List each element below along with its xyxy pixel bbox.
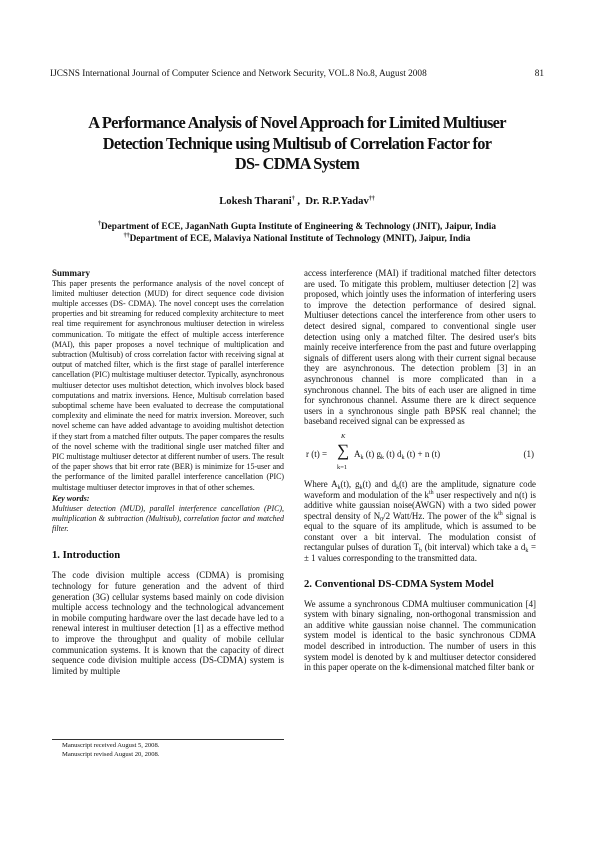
title-line-2: Detection Technique using Multisub of Correlation Factor for [102, 133, 492, 153]
paper-title [50, 113, 544, 175]
eq-term-a-sub: k [360, 454, 364, 461]
p2-sup6: th [498, 510, 503, 517]
affiliation-1-text: Department of ECE, JaganNath Gupta Institute of Engineering & Technology (JNIT), Jaipur, India [100, 222, 497, 232]
footnote-divider [52, 739, 284, 740]
sum-symbol: ∑ [337, 440, 350, 460]
page-number: 81 [534, 69, 544, 79]
equation-number: (1) [523, 448, 534, 459]
eq-term-d-sub: k [401, 454, 405, 461]
eq-tail: + n (t) [417, 448, 441, 459]
left-column [52, 268, 284, 676]
p2-seg4: (t) are the amplitude, signature code waveform and modulation of the k [304, 478, 536, 500]
p2-sub3: k [396, 484, 400, 491]
right-paragraph-2 [304, 479, 536, 564]
p2-seg3: (t) and d [362, 478, 397, 489]
right-paragraph-1: access interference (MAI) if traditional matched filter detectors are used. To mitigate this problem, multiuser detection [2] was proposed, which jointly uses the information of interfering users to improve the detection performance of desired signal. Multiuser detections cancel the interference from other users to detect desired signal, compared to conventional single user detection using only a matched filter. The desired user's bits mainly receive interference from the past and future overlapping signals of different users along with their current signal because they are asynchronous. The detection problem [3] in an asynchronous channel is more complicated than in a synchronous channel. The bits of each user are aligned in time for synchronous channel. Assume there are k direct sequence users in a synchronous single path BPSK real channel; the baseband received signal can be expressed as [304, 268, 536, 427]
p2-sub8: k [525, 548, 529, 555]
affiliation-2-mark: †† [123, 233, 130, 239]
author-1-mark: † [291, 196, 295, 202]
author-2-mark: †† [368, 196, 375, 202]
p2-sub5: 0 [380, 516, 384, 523]
section-2-text: We assume a synchronous CDMA multiuser communication [4] system with binary signaling, non-orthogonal transmission and an additive white gaussian noise channel. The communication system model is identical to the basic synchronous CDMA model described in introduction. The number of users in this system model is denoted by k and multiuser detector considered in this paper operate on the k-dimensional matched filter bank or [304, 598, 536, 673]
p2-sub2: k [359, 484, 363, 491]
affiliation-1 [50, 222, 544, 232]
eq-term-a-arg: (t) [365, 448, 375, 459]
eq-term-g: g [376, 448, 381, 459]
p2-seg8: (bit interval) which take a d [422, 542, 526, 553]
summary-text: This paper presents the performance analysis of the novel concept of limited multiuser detection (MUD) for direct sequence code division multiple accesses (DS- CDMA). The novel concept uses the correlation properties and bit streaming for reduced complexity architecture to meet real time requirement for asynchronous multiuser detection in wireless communication. To mitigate the effect of multiple access interference (MAI), this paper proposes a novel technique of multiplication and subtraction (Multisub) of cross correlation factor with receiving signal at output of matched filter, which is the first stage of parallel interference cancellation (PIC) multistage multiuser detector. Typically, asynchronous multiuser detector uses multishot detection, which involves block based computations and matrix inversions. Hence, Multisub correlation based suboptimal scheme have been evaluated to decrease the computational complexity and eliminate the need for matrix inversion. Moreover, such novel scheme can have added advantage to avoiding multishot detection if they start from a matched filter outputs. The paper compares the results of the novel scheme with the traditional single user matched filter and PIC multistage multiuser detector at different number of users. The result of the paper shows that bit error rate (BER) is minimize for 15-user and the performance of the limited parallel interference cancellation (PIC) multistage multiuser detector improves in that of other schemes. [52, 278, 284, 492]
eq-terms [354, 449, 440, 459]
p2-seg5: user respectively and n(t) is additive white gaussian noise(AWGN) with a two sided power spectral density of N [304, 489, 536, 521]
intro-heading: 1. Introduction [52, 550, 121, 562]
summary-heading: Summary [52, 268, 90, 278]
footnote-received: Manuscript received August 5, 2008. [62, 742, 160, 749]
author-2: Dr. R.P.Yadav [305, 196, 369, 207]
eq-term-a: A [354, 448, 361, 459]
author-1: Lokesh Tharani [219, 196, 292, 207]
keywords-heading: Key words: [52, 493, 90, 503]
p2-seg7: signal is equal to the square of its amplitude, which is assumed to be constant over a bit interval. The modulation consist of rectangular pulses of duration T [304, 510, 536, 553]
affiliation-2 [50, 234, 544, 244]
section-2-heading: 2. Conventional DS-CDMA System Model [304, 578, 494, 590]
title-line-1: A Performance Analysis of Novel Approach for Limited Multiuser [88, 113, 506, 132]
eq-term-g-sub: k [381, 454, 384, 461]
title-line-3: DS- CDMA System [234, 154, 360, 173]
equation-1 [304, 433, 536, 475]
eq-term-d-arg: (t) [406, 448, 416, 459]
eq-lhs: r (t) = [306, 448, 328, 459]
affiliation-2-text: Department of ECE, Malaviya National Institute of Technology (MNIT), Jaipur, India [129, 234, 471, 244]
p2-sub1: k [337, 484, 341, 491]
p2-seg9: = ± 1 values corresponding to the transmitted data. [304, 542, 536, 564]
eq-sum-top: K [341, 432, 346, 440]
p2-sub7: b [419, 548, 423, 555]
right-column [304, 268, 536, 673]
affiliation-1-mark: † [97, 221, 101, 227]
intro-text: The code division multiple access (CDMA) is promising technology for future generation and the advent of third generation (3G) cellular systems based mainly on code division multiple access technology and the technological advancement in mobile computing hardware over the last decade have led to a renewal interest in multiuser detection [1] as a effective method to improve the throughput and quality of mobile cellular communication systems. It is known that the capacity of direct sequence code division multiple access (DS-CDMA) system is limited by multiple [52, 570, 284, 676]
p2-seg6: /2 Watt/Hz. The power of the k [383, 510, 499, 521]
eq-term-d: d [397, 448, 402, 459]
author-line [50, 196, 544, 207]
p2-sup4: th [429, 489, 434, 496]
eq-sum-bottom: k=1 [337, 463, 348, 471]
footnote-revised: Manuscript revised August 20, 2008. [62, 751, 160, 758]
author-separator: , [294, 196, 306, 207]
footnotes [62, 741, 159, 759]
p2-seg1: Where A [304, 478, 338, 489]
keywords-text: Multiuser detection (MUD), parallel interference cancellation (PIC), multiplication & subtraction (Multisub), correlation factor and matched filter. [52, 503, 284, 534]
journal-header: IJCSNS International Journal of Computer Science and Network Security, VOL.8 No.8, August 2008 [50, 69, 427, 79]
p2-seg2: (t), g [340, 478, 360, 489]
eq-term-g-arg: (t) [386, 448, 395, 459]
